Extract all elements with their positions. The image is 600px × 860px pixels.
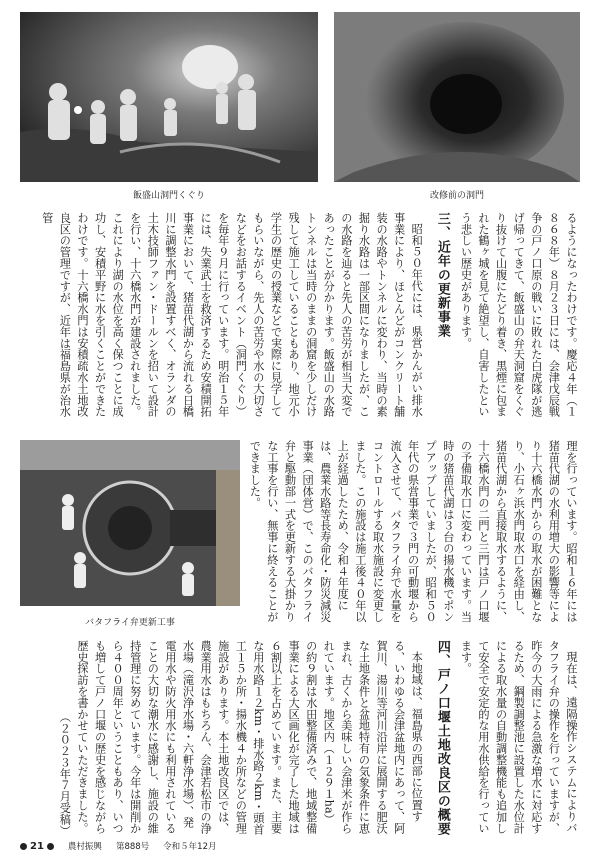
article-block-upper bbox=[20, 212, 580, 426]
paragraph-history-byakkotai: るようになったわけです。慶応４年（１８６８年）８月２３日には、会津戊辰戦争の戸ノ口原の戦いに敗れた白虎隊が逃げ帰ってきて、飯盛山の弁天洞窟をくぐり抜けて山腹にたどり着き、黒煙に包まれた鶴ヶ城を見て絶望し、自害したという悲しい歴史があります。 bbox=[459, 212, 578, 418]
photo-doumon-before-image bbox=[334, 12, 580, 182]
article-block-lower bbox=[20, 640, 580, 836]
page-dot-left-icon bbox=[20, 843, 27, 850]
journal-issue: 第888号 bbox=[115, 842, 150, 852]
photo-caption-doumon-before: 改修前の洞門 bbox=[429, 191, 484, 201]
paragraph-sixteen-bridge-gate: 理を行っています。昭和１６年には猪苗代湖の水利用増大の影響等により十六橋水門からの取水が困難となり、小石ヶ浜水門取水口を経由し、猪苗代湖から直接取水するように、十六橋水門の二門と三門は戸ノ口堰の予備取水口に変わっています。当時の猪苗代湖は３台の揚水機でポンプアップしていましたが、昭和５０年代の県営事業で３門の可動堰から流入させて、バタフライ弁で水量をコントロールする取水施設に変更しました。この施設は施工後４０年以上が経過したため、令和４年度には、農業水路等長寿命化・防災減災事業（団体営）で、このバタフライ弁と駆動部一式を更新する大掛かりな工事を行い、無事に終えることができました。 bbox=[248, 440, 578, 623]
photo-doumon-kuguri-image bbox=[20, 12, 318, 182]
photo-doumon-kuguri bbox=[20, 12, 318, 182]
photo-caption-butterfly-valve: バタフライ弁更新工事 bbox=[85, 618, 175, 628]
page-dot-right-icon bbox=[47, 843, 54, 850]
photo-caption-doumon-kuguri: 飯盛山洞門くぐり bbox=[132, 191, 205, 201]
photo-doumon-before bbox=[334, 12, 580, 182]
article-signature-date: （２０２３年７月受稿） bbox=[58, 710, 72, 836]
page-number bbox=[20, 841, 54, 852]
journal-date: 令和５年12月 bbox=[163, 842, 217, 852]
article-block-middle bbox=[248, 440, 580, 630]
paragraph-remote-operation: 現在は、遠隔操作システムによりバタフライ弁の操作を行っていますが、昨今の大雨による急激な増水に対応するため、鋼製調整池に設置した水位計による取水量の自動調整機能も追加して安全で安定的な用水供給を行っています。 bbox=[459, 640, 578, 834]
section-heading-district-overview: 四、戸ノ口堰土地改良区の概要 bbox=[434, 640, 450, 836]
paragraph-district-overview: 本地域は、福島県の西部に位置する、いわゆる会津盆地内にあって、阿賀川、湯川等河川沿岸に展開する肥沃な土地条件と盆地特有の気象条件に恵まれ、古くから美味しい会津米が作られています。地区内（１２９１ha）の約９割は水田整備済みで、地域整備事業による大区画化が完了した地域は６割以上を占めています。また、主要な用水路１２km・排水路２km・頭首工１５か所・揚水機４か所などの管理施設があります。本土地改良区では、農業用水はもちろん、会津若松市の浄水場（滝沢浄水場・六軒浄水場）、発電用水や防火用水にも利用されていることの大切な潮水に感謝し、施設の維持管理に努めています。今年は開削から４００周年ということもあり、いつも増して戸ノ口堰の歴史を感じながら歴史探訪を書かせていただきました。 bbox=[75, 640, 424, 836]
section-heading-recent-renewal: 三、近年の更新事業 bbox=[434, 212, 450, 338]
photo-butterfly-valve-image bbox=[20, 440, 240, 606]
page-footer bbox=[20, 838, 580, 854]
paragraph-recent-renewal: 昭和５０年代には、県営かんがい排水事業により、ほとんどがコンクリート舗装の水路やトンネルに変わり、当時の素掘り水路は一部区間になりましたが、この水路を辿ると先人の苦労が相当大変であったことが分かります。飯盛山の水路トンネルは当時のままの洞窟を少しだけ残して施工していることもあり、地元小学生の歴史の授業などで実際に見学してもらいながら、先人の苦労や水の大切さなどをお話するイベント（洞門くぐり）を毎年９月に行っています。明治１５年には、失業武士を救済するため安積開拓事業において、猪苗代湖から流れる日橋川に調整水門を設置すべく、オランダの土木技師ファン・ドールンを招いて設計を行い、十六橋水門が建設されました。これにより湖の水位を高く保つことに成功し、安積平野に水を引くことができたわけです。十六橋水門は安積疏水土地改良区の管理ですが、近年は福島県が治水管 bbox=[40, 212, 424, 418]
journal-title: 農村振興 bbox=[67, 842, 102, 852]
photo-butterfly-valve bbox=[20, 440, 240, 606]
page-number-text: 21 bbox=[30, 840, 44, 852]
